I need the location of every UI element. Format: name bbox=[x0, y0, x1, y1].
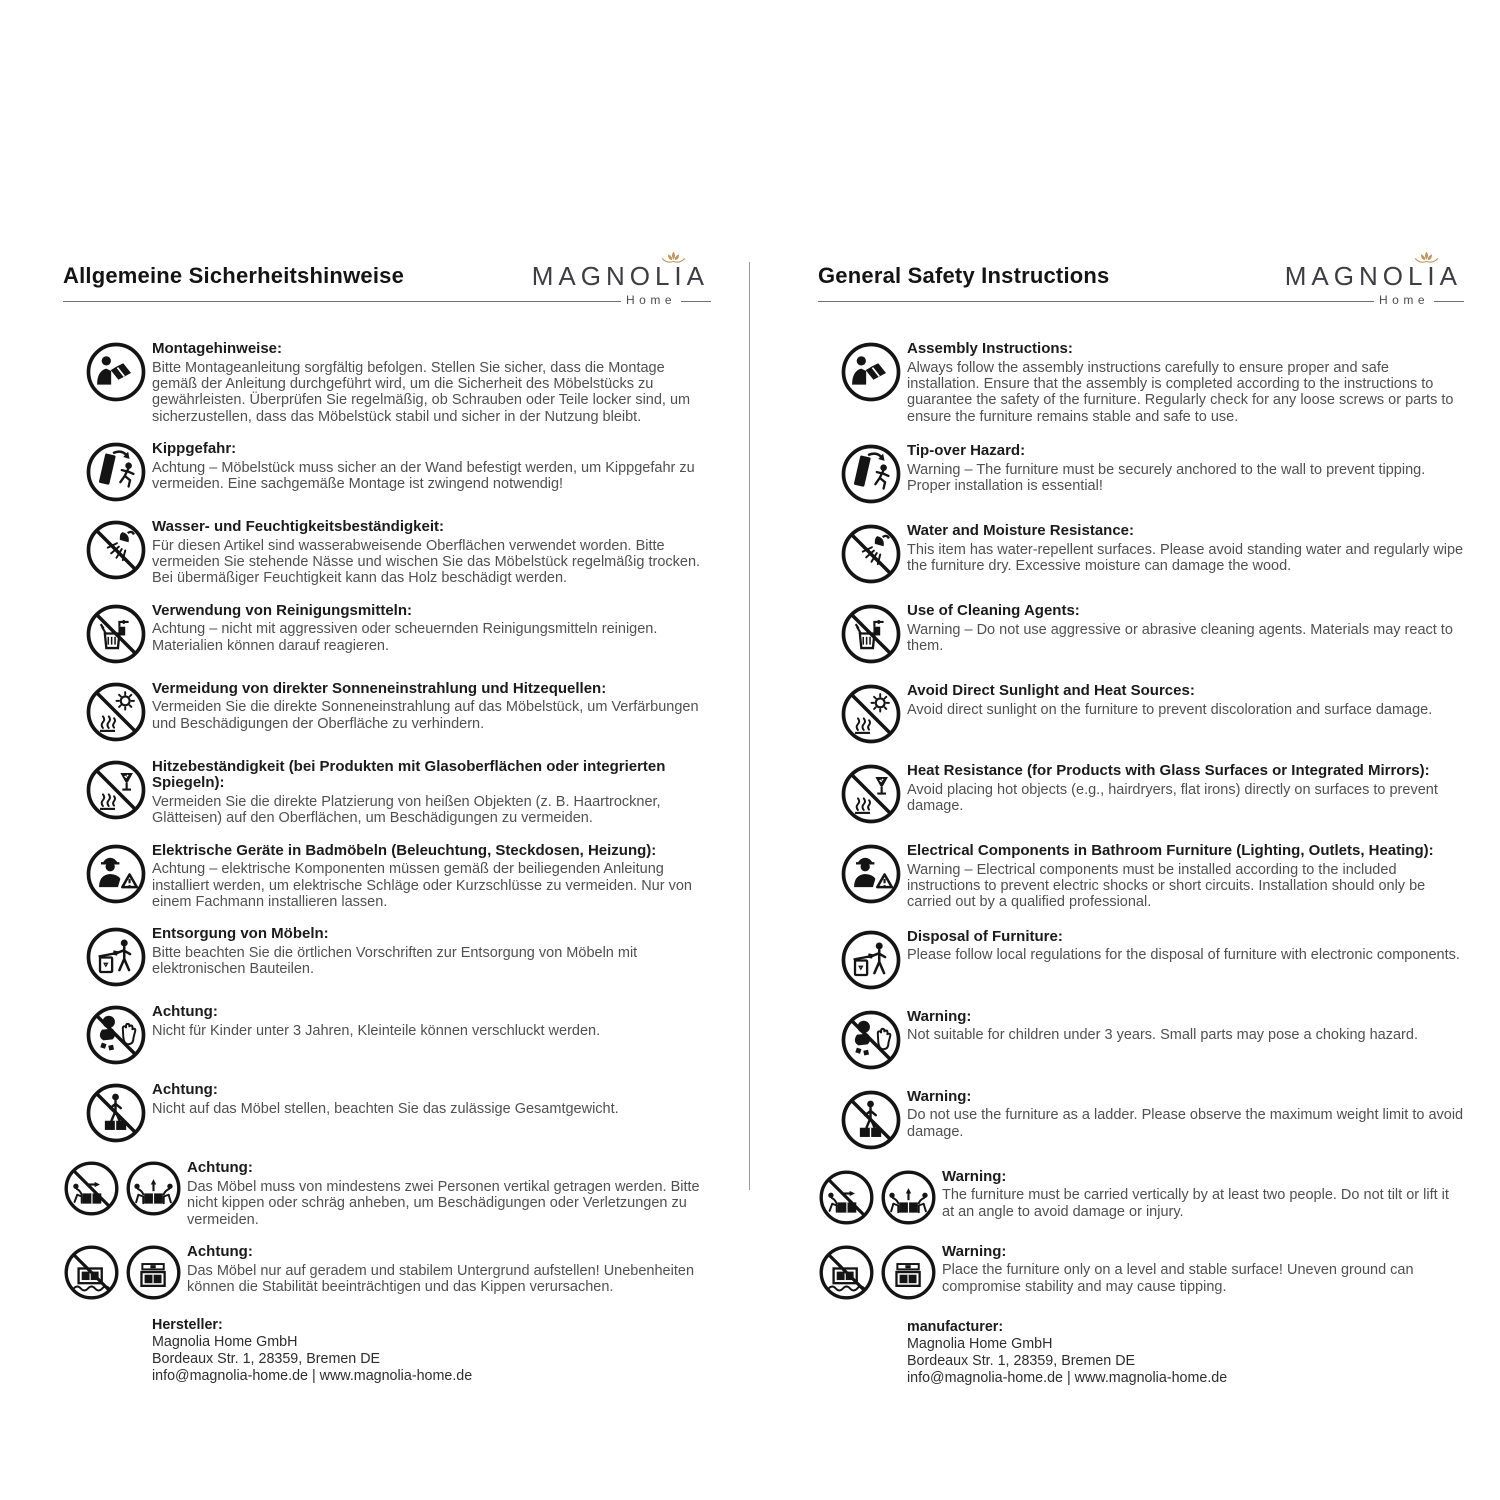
section-body: Achtung – nicht mit aggressiven oder scheuernden Reinigungsmitteln reinigen. Materialien können darauf reagieren. bbox=[152, 621, 658, 654]
assembly-manual-icon bbox=[85, 341, 147, 403]
section-body: Nicht für Kinder unter 3 Jahren, Kleinteile können verschluckt werden. bbox=[152, 1022, 601, 1039]
section-text bbox=[152, 843, 711, 911]
manufacturer-company: Magnolia Home GmbH bbox=[152, 1334, 298, 1351]
section-icons bbox=[63, 681, 147, 743]
section-title: Achtung: bbox=[187, 1159, 253, 1177]
section-text bbox=[907, 603, 1464, 654]
section-body: Bitte Montageanleitung sorgfältig befolgen. Stellen Sie sicher, dass die Montage gemäß der Anleitung durchgeführt wird, um die Sicherheit des Möbelstücks zu gewährleisten. Überprüfen Sie regelmäßig, ob Schrauben oder Teile locker sind, um sicherzustellen, dass das Möbelstück stabil und sicher in der Nutzung bleibt. bbox=[152, 359, 691, 425]
section-text bbox=[152, 926, 711, 977]
safety-section bbox=[63, 1160, 711, 1228]
section-icons bbox=[818, 1009, 902, 1071]
section-icons bbox=[818, 341, 902, 403]
section-title: Achtung: bbox=[187, 1243, 253, 1261]
magnolia-flower-icon bbox=[660, 250, 687, 266]
manufacturer-address: Bordeaux Str. 1, 28359, Bremen DE bbox=[152, 1351, 381, 1368]
manufacturer-contact: info@magnolia-home.de | www.magnolia-home.de bbox=[152, 1368, 473, 1385]
two-person-carry-icon bbox=[125, 1160, 182, 1217]
no-shower-icon bbox=[840, 523, 902, 585]
magnolia-flower-icon bbox=[1413, 250, 1440, 266]
tip-over-icon bbox=[85, 441, 147, 503]
section-body: Nicht auf das Möbel stellen, beachten Sie das zulässige Gesamtgewicht. bbox=[152, 1100, 619, 1117]
section-title: Avoid Direct Sunlight and Heat Sources: bbox=[907, 682, 1195, 700]
no-standing-icon bbox=[85, 1082, 147, 1144]
section-icons bbox=[63, 341, 147, 403]
no-hot-objects-icon bbox=[85, 759, 147, 821]
no-shower-icon bbox=[85, 519, 147, 581]
safety-section bbox=[818, 929, 1464, 991]
safety-section bbox=[818, 443, 1464, 505]
no-sunlight-heat-icon bbox=[85, 681, 147, 743]
section-text bbox=[907, 1089, 1464, 1140]
no-tilt-carry-icon bbox=[63, 1160, 120, 1217]
section-body: Für diesen Artikel sind wasserabweisende Oberflächen verwendet worden. Bitte vermeiden Sie stehende Nässe und wischen Sie das Möbelstück regelmäßig trocken. Bei übermäßiger Feuchtigkeit kann das Holz beschädigt werden. bbox=[152, 537, 701, 587]
section-text bbox=[907, 683, 1464, 718]
safety-section bbox=[818, 603, 1464, 665]
level-surface-icon bbox=[125, 1244, 182, 1301]
safety-section bbox=[63, 1004, 711, 1066]
section-title: Warning: bbox=[942, 1242, 1007, 1260]
section-text bbox=[942, 1244, 1464, 1295]
section-text bbox=[907, 341, 1464, 425]
section-icons bbox=[818, 763, 902, 825]
no-sunlight-heat-icon bbox=[840, 683, 902, 745]
no-tilt-carry-icon bbox=[818, 1169, 875, 1226]
header-de bbox=[63, 263, 711, 289]
section-text bbox=[907, 763, 1464, 814]
disposal-icon bbox=[85, 926, 147, 988]
section-body: Warning – Do not use aggressive or abrasive cleaning agents. Materials may react to them. bbox=[907, 621, 1453, 655]
no-cleaning-agents-icon bbox=[840, 603, 902, 665]
section-body: This item has water-repellent surfaces. Please avoid standing water and regularly wipe the furniture dry. Excessive moisture can damage the wood. bbox=[907, 541, 1464, 575]
safety-section bbox=[818, 843, 1464, 911]
section-body: Avoid direct sunlight on the furniture to prevent discoloration and surface damage. bbox=[907, 701, 1433, 718]
section-body: Avoid placing hot objects (e.g., hairdryers, flat irons) directly on surfaces to prevent damage. bbox=[907, 781, 1438, 815]
section-text bbox=[187, 1160, 711, 1228]
safety-section bbox=[63, 759, 711, 827]
manufacturer-label: Hersteller: bbox=[152, 1317, 223, 1334]
no-hot-objects-icon bbox=[840, 763, 902, 825]
tip-over-icon bbox=[840, 443, 902, 505]
section-body: Das Möbel muss von mindestens zwei Personen vertikal getragen werden. Bitte nicht kippen oder schräg anheben, um Beschädigungen oder Verletzungen zu vermeiden. bbox=[187, 1178, 700, 1228]
section-body: Das Möbel nur auf geradem und stabilem Untergrund aufstellen! Unebenheiten können die Stabilität beeinträchtigen und das Kippen verursachen. bbox=[187, 1262, 695, 1295]
header-rule-de bbox=[63, 294, 711, 308]
safety-section bbox=[818, 523, 1464, 585]
safety-section bbox=[63, 441, 711, 503]
section-icons bbox=[818, 603, 902, 665]
section-title: Verwendung von Reinigungsmitteln: bbox=[152, 601, 413, 619]
no-standing-icon bbox=[840, 1089, 902, 1151]
section-text bbox=[152, 603, 711, 654]
section-title: Montagehinweise: bbox=[152, 340, 283, 357]
sections-de bbox=[63, 341, 711, 1301]
manufacturer-address: Bordeaux Str. 1, 28359, Bremen DE bbox=[907, 1352, 1136, 1369]
section-icons bbox=[818, 1169, 937, 1226]
no-uneven-ground-icon bbox=[63, 1244, 120, 1301]
section-body: The furniture must be carried vertically by at least two people. Do not tilt or lift it at an angle to avoid damage or injury. bbox=[942, 1187, 1449, 1220]
header-rule-en bbox=[818, 294, 1464, 308]
manufacturer-company: Magnolia Home GmbH bbox=[907, 1335, 1053, 1352]
section-body: Achtung – elektrische Komponenten müssen gemäß der beiliegenden Anleitung installiert werden, um elektrische Schläge oder Kurzschlüsse zu vermeiden. Nur von einem Fachmann installieren lassen. bbox=[152, 861, 692, 910]
sections-en bbox=[818, 341, 1464, 1301]
section-body: Vermeiden Sie die direkte Platzierung von heißen Objekten (z. B. Haartrockner, Glätteisen) auf den Oberflächen, um Beschädigungen zu vermeiden. bbox=[152, 793, 661, 827]
section-body: Always follow the assembly instructions carefully to ensure proper and safe installation. Ensure that the assembly is completed according to the instructions to guarantee the safety of the furniture. Regularly check for any loose screws or parts to ensure the furniture remains stable and safe to use. bbox=[907, 359, 1454, 425]
section-text bbox=[152, 1004, 711, 1039]
assembly-manual-icon bbox=[840, 341, 902, 403]
section-body: Vermeiden Sie die direkte Sonneneinstrahlung auf das Möbelstück, um Verfärbungen und Beschädigungen der Oberfläche zu verhindern. bbox=[152, 699, 699, 732]
column-divider bbox=[749, 262, 750, 1190]
rule-line bbox=[818, 301, 1374, 302]
section-title: Hitzebeständigkeit (bei Produkten mit Glasoberflächen oder integrierten Spiegeln): bbox=[152, 757, 666, 792]
no-children-choking-icon bbox=[85, 1004, 147, 1066]
section-text bbox=[152, 519, 711, 587]
section-title: Elektrische Geräte in Badmöbeln (Beleuchtung, Steckdosen, Heizung): bbox=[152, 841, 657, 859]
two-person-carry-icon bbox=[880, 1169, 937, 1226]
section-icons bbox=[63, 843, 147, 905]
safety-section bbox=[63, 843, 711, 911]
section-title: Achtung: bbox=[152, 1081, 218, 1099]
section-text bbox=[152, 759, 711, 827]
section-text bbox=[152, 1082, 711, 1117]
manufacturer-block-de bbox=[152, 1317, 711, 1385]
section-title: Achtung: bbox=[152, 1003, 218, 1021]
section-title: Tip-over Hazard: bbox=[907, 442, 1026, 460]
section-title: Assembly Instructions: bbox=[907, 340, 1073, 357]
section-icons bbox=[63, 519, 147, 581]
no-cleaning-agents-icon bbox=[85, 603, 147, 665]
safety-section bbox=[818, 1089, 1464, 1151]
section-title: Kippgefahr: bbox=[152, 440, 237, 458]
section-title: Electrical Components in Bathroom Furniture (Lighting, Outlets, Heating): bbox=[907, 842, 1434, 860]
manufacturer-contact: info@magnolia-home.de | www.magnolia-home.de bbox=[907, 1369, 1228, 1386]
safety-section bbox=[818, 1244, 1464, 1301]
rule-line-short bbox=[681, 301, 711, 302]
header-en bbox=[818, 263, 1464, 289]
section-body: Please follow local regulations for the disposal of furniture with electronic components. bbox=[907, 947, 1460, 964]
safety-section bbox=[818, 1169, 1464, 1226]
section-text bbox=[907, 929, 1464, 964]
section-text bbox=[187, 1244, 711, 1295]
manufacturer-block-en bbox=[907, 1319, 1464, 1387]
section-title: Vermeidung von direkter Sonneneinstrahlung und Hitzequellen: bbox=[152, 679, 607, 697]
section-icons bbox=[818, 929, 902, 991]
section-icons bbox=[63, 441, 147, 503]
safety-section bbox=[63, 1244, 711, 1301]
no-uneven-ground-icon bbox=[818, 1244, 875, 1301]
electrician-warning-icon bbox=[840, 843, 902, 905]
english-column bbox=[818, 263, 1464, 1387]
section-title: Water and Moisture Resistance: bbox=[907, 522, 1134, 540]
section-body: Place the furniture only on a level and stable surface! Uneven ground can compromise stability and may cause tipping. bbox=[942, 1262, 1414, 1295]
section-title: Disposal of Furniture: bbox=[907, 927, 1063, 945]
safety-section bbox=[818, 341, 1464, 425]
brand-home-label: Home bbox=[625, 293, 676, 307]
rule-line bbox=[63, 301, 621, 302]
section-text bbox=[907, 443, 1464, 494]
section-body: Bitte beachten Sie die örtlichen Vorschriften zur Entsorgung von Möbeln mit elektronischen Bauteilen. bbox=[152, 944, 638, 978]
page-title-en: General Safety Instructions bbox=[818, 263, 1110, 288]
brand-home-label: Home bbox=[1378, 293, 1429, 307]
section-body: Warning – Electrical components must be installed according to the included instructions to prevent electric shocks or short circuits. Installation should only be carried out by a qualified professional. bbox=[907, 861, 1426, 911]
section-body: Do not use the furniture as a ladder. Please observe the maximum weight limit to avoid damage. bbox=[907, 1107, 1464, 1140]
safety-section bbox=[63, 519, 711, 587]
section-icons bbox=[818, 683, 902, 745]
section-text bbox=[152, 341, 711, 425]
section-text bbox=[907, 523, 1464, 574]
section-text bbox=[152, 681, 711, 732]
section-icons bbox=[818, 843, 902, 905]
section-icons bbox=[63, 926, 147, 988]
section-title: Heat Resistance (for Products with Glass Surfaces or Integrated Mirrors): bbox=[907, 762, 1430, 780]
section-title: Warning: bbox=[907, 1007, 972, 1025]
section-text bbox=[907, 1009, 1464, 1044]
safety-section bbox=[818, 1009, 1464, 1071]
section-text bbox=[942, 1169, 1464, 1220]
section-icons bbox=[63, 1082, 147, 1144]
german-column bbox=[63, 263, 711, 1385]
section-icons bbox=[63, 1004, 147, 1066]
section-title: Wasser- und Feuchtigkeitsbeständigkeit: bbox=[152, 518, 444, 536]
section-title: Entsorgung von Möbeln: bbox=[152, 925, 329, 943]
safety-section bbox=[63, 341, 711, 425]
section-title: Warning: bbox=[942, 1167, 1007, 1185]
safety-section bbox=[818, 763, 1464, 825]
brand-name: MAGNOLIA bbox=[531, 261, 709, 291]
rule-line-short bbox=[1434, 301, 1464, 302]
manufacturer-label: manufacturer: bbox=[907, 1318, 1004, 1335]
section-icons bbox=[63, 759, 147, 821]
safety-section bbox=[63, 926, 711, 988]
section-icons bbox=[818, 443, 902, 505]
section-icons bbox=[63, 603, 147, 665]
section-text bbox=[907, 843, 1464, 911]
disposal-icon bbox=[840, 929, 902, 991]
electrician-warning-icon bbox=[85, 843, 147, 905]
section-icons bbox=[818, 523, 902, 585]
page-title-de: Allgemeine Sicherheitshinweise bbox=[63, 263, 405, 288]
section-title: Warning: bbox=[907, 1087, 972, 1105]
section-icons bbox=[63, 1160, 182, 1217]
section-title: Use of Cleaning Agents: bbox=[907, 602, 1080, 620]
safety-section bbox=[818, 683, 1464, 745]
section-text bbox=[152, 441, 711, 492]
section-body: Not suitable for children under 3 years. Small parts may pose a choking hazard. bbox=[907, 1027, 1418, 1044]
safety-section bbox=[63, 681, 711, 743]
level-surface-icon bbox=[880, 1244, 937, 1301]
safety-section bbox=[63, 603, 711, 665]
section-body: Warning – The furniture must be securely anchored to the wall to prevent tipping. Proper installation is essential! bbox=[907, 461, 1426, 495]
section-icons bbox=[63, 1244, 182, 1301]
section-body: Achtung – Möbelstück muss sicher an der Wand befestigt werden, um Kippgefahr zu vermeiden. Eine sachgemäße Montage ist zwingend notwendig! bbox=[152, 459, 695, 493]
brand-logo bbox=[1285, 263, 1464, 289]
section-icons bbox=[818, 1244, 937, 1301]
section-icons bbox=[818, 1089, 902, 1151]
brand-logo bbox=[532, 263, 711, 289]
safety-section bbox=[63, 1082, 711, 1144]
no-children-choking-icon bbox=[840, 1009, 902, 1071]
brand-name: MAGNOLIA bbox=[1284, 261, 1462, 291]
